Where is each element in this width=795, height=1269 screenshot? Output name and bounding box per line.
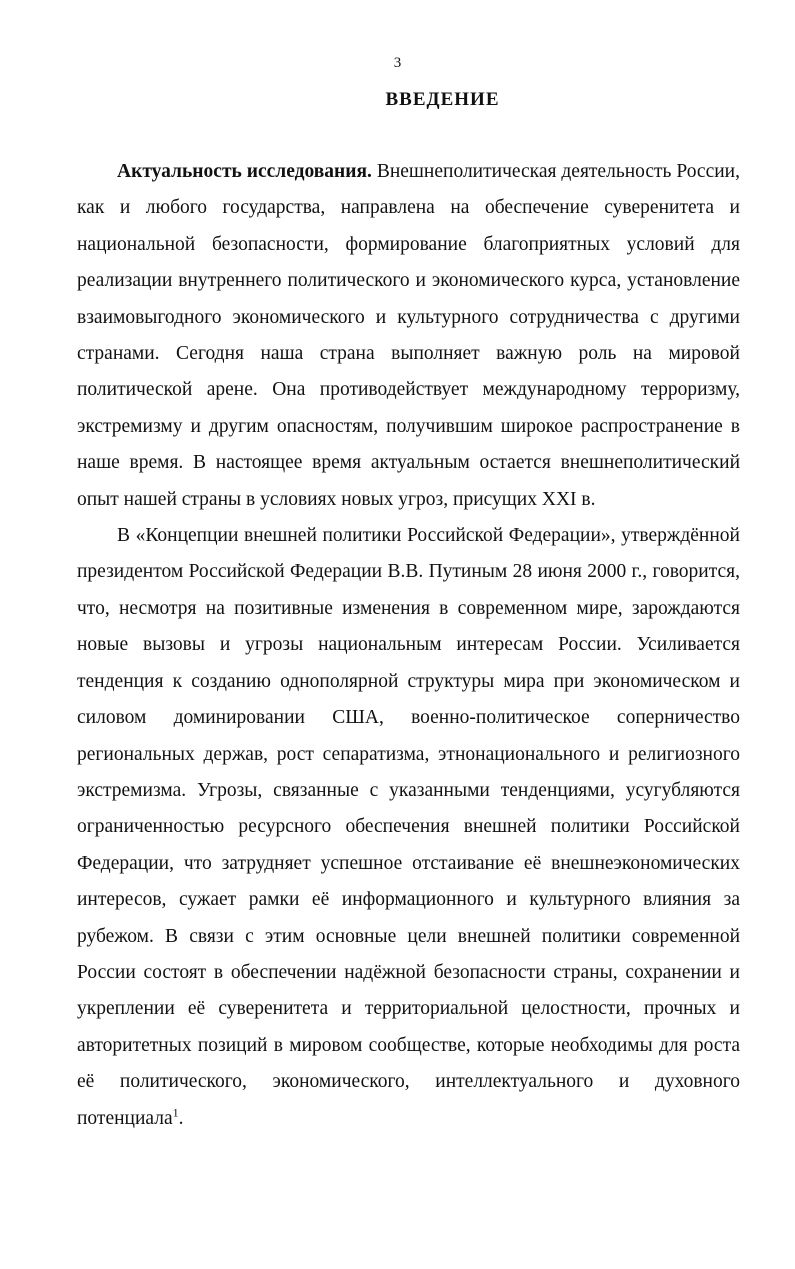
paragraph-relevance xyxy=(77,154,740,518)
document-body xyxy=(77,154,740,1137)
footnote-reference[interactable]: 1 xyxy=(172,1105,179,1120)
page-number: 3 xyxy=(393,55,402,71)
paragraph-concept xyxy=(77,518,740,1137)
page-title: ВВЕДЕНИЕ xyxy=(385,89,500,110)
paragraph-lead: Актуальность исследования. xyxy=(117,161,372,182)
paragraph-text: Внешнеполитическая деятельность России, как и любого государства, направлена на обеспечение суверенитета и национальной безопасности, формирование благоприятных условий для реализации внутреннего политического и экономического курса, установление взаимовыгодного экономического и культурного сотрудничества с другими странами. Сегодня наша страна выполняет важную роль на мировой политической арене. Она противодействует международному терроризму, экстремизму и другим опасностям, получившим широкое распространение в наше время. В настоящее время актуальным остается внешнеполитический опыт нашей страны в условиях новых угроз, присущих XXI в. xyxy=(77,161,740,510)
paragraph-text: В «Концепции внешней политики Российской Федерации», утверждённой президентом Российской Федерации В.В. Путиным 28 июня 2000 г., говорится, что, несмотря на позитивные изменения в современном мире, зарождаются новые вызовы и угрозы национальным интересам России. Усиливается тенденция к созданию однополярной структуры мира при экономическом и силовом доминировании США, военно-политическое соперничество региональных держав, рост сепаратизма, этнонационального и религиозного экстремизма. Угрозы, связанные с указанными тенденциями, усугубляются ограниченностью ресурсного обеспечения внешней политики Российской Федерации, что затрудняет успешное отстаивание её внешнеэкономических интересов, сужает рамки её информационного и культурного влияния за рубежом. В связи с этим основные цели внешней политики современной России состоят в обеспечении надёжной безопасности страны, сохранении и укреплении её суверенитета и территориальной целостности, прочных и авторитетных позиций в мировом сообществе, которые необходимы для роста её политического, экономического, интеллектуального и духовного потенциала xyxy=(77,525,740,1129)
paragraph-tail: . xyxy=(178,1107,184,1129)
